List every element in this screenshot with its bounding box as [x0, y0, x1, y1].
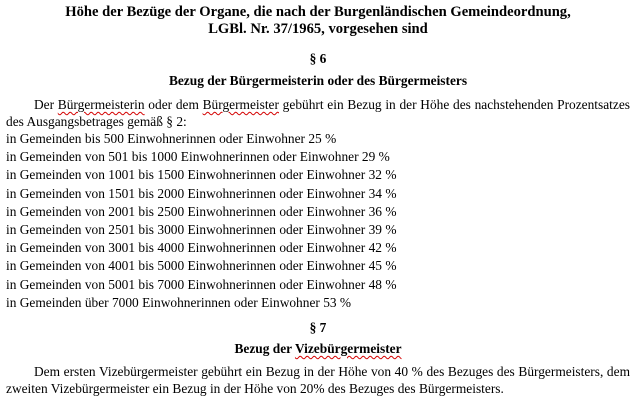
list-item: in Gemeinden von 5001 bis 7000 Einwohnerinnen oder Einwohner 48 %: [6, 276, 397, 292]
section-6-intro: [6, 96, 630, 130]
list-item: in Gemeinden bis 500 Einwohnerinnen oder Einwohner 25 %: [6, 131, 337, 146]
list-item: in Gemeinden von 4001 bis 5000 Einwohnerinnen oder Einwohner 45 %: [6, 258, 397, 274]
document-page: [6, 4, 630, 397]
list-item: in Gemeinden von 2001 bis 2500 Einwohnerinnen oder Einwohner 36 %: [6, 203, 397, 219]
section-7-text: Dem ersten Vizebürgermeister gebührt ein Bezug in der Höhe von 40 % des Bezuges des Bürgermeisters, dem zweiten Vizebürgermeister ein Bezug in der Höhe von 20% des Bezuges des Bürgermeisters.: [6, 364, 630, 397]
intro-text-2: oder dem: [144, 97, 203, 112]
document-title: [6, 4, 630, 38]
spellcheck-word-vizebuergermeister: Vizebürgermeister: [294, 341, 402, 357]
spellcheck-word-buergermeisterin: Bürgermeisterin: [57, 97, 145, 112]
intro-text-3: gebührt ein Bezug in der Höhe des nachstehenden Prozentsatzes des Ausgangsbetrages gemäß § 2:: [6, 97, 630, 129]
title-line-1: Höhe der Bezüge der Organe, die nach der Burgenländischen Gemeindeordnung,: [65, 4, 571, 20]
title-line-2: LGBl. Nr. 37/1965, vorgesehen sind: [208, 21, 428, 37]
section-7-heading-prefix: Bezug der: [234, 341, 295, 357]
intro-text-1: Der: [34, 97, 58, 112]
list-item: in Gemeinden von 501 bis 1000 Einwohnerinnen oder Einwohner 29 %: [6, 149, 390, 165]
list-item: in Gemeinden von 3001 bis 4000 Einwohnerinnen oder Einwohner 42 %: [6, 240, 397, 256]
spellcheck-word-buergermeister: Bürgermeister: [202, 97, 279, 112]
section-6-heading: Bezug der Bürgermeisterin oder des Bürgermeisters: [168, 73, 468, 88]
list-item: in Gemeinden von 2501 bis 3000 Einwohnerinnen oder Einwohner 39 %: [6, 222, 397, 238]
section-6-number: § 6: [309, 51, 327, 66]
list-item: in Gemeinden von 1001 bis 1500 Einwohnerinnen oder Einwohner 32 %: [6, 167, 397, 183]
section-7-heading: [6, 340, 630, 358]
list-item: in Gemeinden von 1501 bis 2000 Einwohnerinnen oder Einwohner 34 %: [6, 185, 397, 201]
section-7-number: § 7: [309, 320, 327, 336]
list-item: in Gemeinden über 7000 Einwohnerinnen oder Einwohner 53 %: [6, 294, 352, 310]
salary-percentage-list: [6, 130, 630, 312]
